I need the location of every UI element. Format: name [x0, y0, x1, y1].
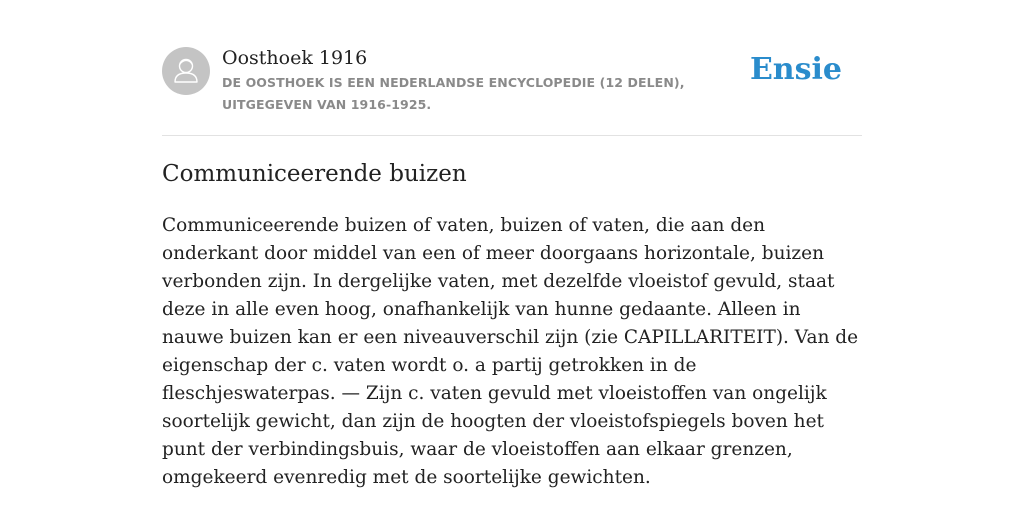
- user-silhouette-icon: [162, 47, 210, 95]
- ensie-logo[interactable]: Ensie: [749, 52, 842, 87]
- source-description: DE OOSTHOEK IS EEN NEDERLANDSE ENCYCLOPEDIE (12 DELEN), UITGEGEVEN VAN 1916-1925.: [222, 75, 685, 112]
- article-body: Communiceerende buizen of vaten, buizen of vaten, die aan den onderkant door middel van een of meer doorgaans horizontale, buizen verbonden zijn. In dergelijke vaten, met dezelfde vloeistof gevuld, staat deze in alle even hoog, onafhankelijk van hunne gedaante. Alleen in nauwe buizen kan er een niveauverschil zijn (zie CAPILLARITEIT). Van de eigenschap der c. vaten wordt o. a partij getrokken in de fleschjeswaterpas. — Zijn c. vaten gevuld met vloeistoffen van ongelijk soortelijk gewicht, dan zijn de hoogten der vloeistofspiegels boven het punt der verbindingsbuis, waar de vloeistoffen aan elkaar grenzen, omgekeerd evenredig met de soortelijke gewichten.: [162, 215, 859, 488]
- source-title[interactable]: Oosthoek 1916: [222, 47, 368, 69]
- header-divider: [162, 135, 862, 136]
- article-title: Communiceerende buizen: [162, 161, 467, 187]
- source-header: [162, 46, 862, 116]
- source-avatar[interactable]: [162, 47, 210, 95]
